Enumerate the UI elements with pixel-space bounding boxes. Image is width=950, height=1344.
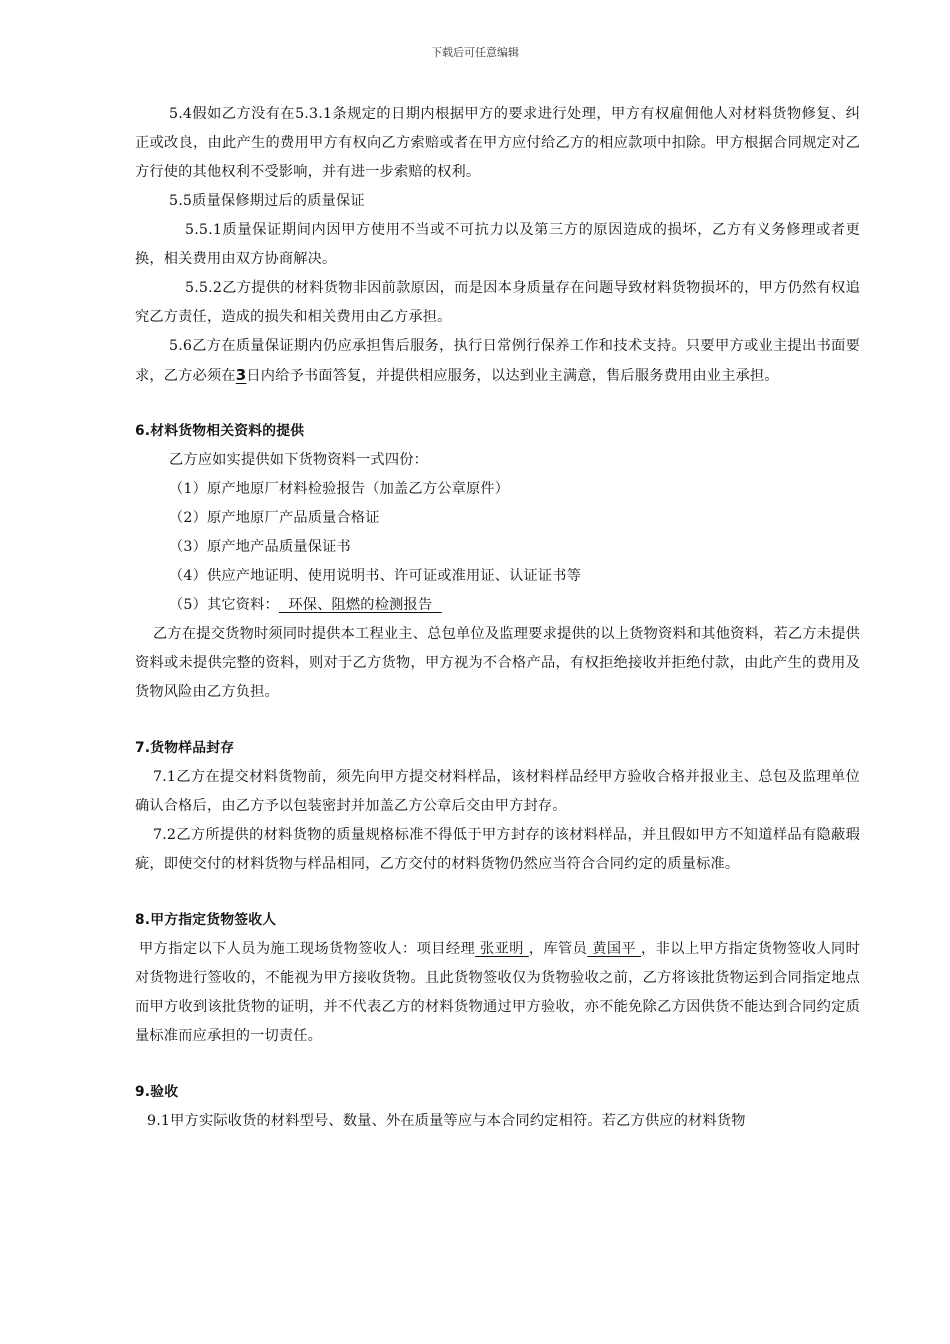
clause-5-4: 5.4假如乙方没有在5.3.1条规定的日期内根据甲方的要求进行处理，甲方有权雇佣他人对材料货物修复、纠正或改良，由此产生的费用甲方有权向乙方索赔或者在甲方应付给乙方的相应款项中扣除。甲方根据合同规定对乙方行使的其他权利不受影响，并有进一步索赔的权利。: [135, 106, 860, 180]
section-8-text-b: ，库管员: [528, 941, 588, 957]
clause-7-1: 7.1乙方在提交材料货物前，须先向甲方提交材料样品，该材料样品经甲方验收合格并报业主、总包及监理单位确认合格后，由乙方予以包装密封并加盖乙方公章后交由甲方封存。: [135, 769, 860, 814]
section-6-closing: 乙方在提交货物时须同时提供本工程业主、总包单位及监理要求提供的以上货物资料和其他资料，若乙方未提供资料或未提供完整的资料，则对于乙方货物，甲方视为不合格产品，有权拒绝接收并拒绝付款，由此产生的费用及货物风险由乙方负担。: [135, 626, 860, 700]
clause-5-5: 5.5质量保修期过后的质量保证: [169, 193, 365, 209]
document-item: （3）原产地产品质量保证书: [169, 539, 351, 555]
warehouse-keeper-name: 黄国平: [587, 941, 641, 957]
clause-5-6-text-b: 日内给予书面答复，并提供相应服务，以达到业主满意，售后服务费用由业主承担。: [246, 368, 779, 384]
section-6-title: 6.材料货物相关资料的提供: [135, 423, 305, 439]
document-item-other: [135, 591, 860, 620]
section-8-text-c: ，非以上甲方指定货物签收人同时对货物进行签收的，不能视为甲方接收货物。且此货物签收仅为货物验收之前，乙方将该批货物运到合同指定地点而甲方收到该批货物的证明，并不代表乙方的材料货物通过甲方验收，亦不能免除乙方因供货不能达到合同约定质量标准而应承担的一切责任。: [135, 941, 860, 1044]
clause-5-5-1: 5.5.1质量保证期间内因甲方使用不当或不可抗力以及第三方的原因造成的损坏，乙方有义务修理或者更换，相关费用由双方协商解决。: [135, 222, 860, 267]
document-item: （2）原产地原厂产品质量合格证: [169, 510, 380, 526]
response-days: 3: [235, 366, 247, 384]
clause-5-6: [135, 332, 860, 391]
project-manager-name: 张亚明: [475, 941, 529, 957]
section-8-body: [135, 935, 860, 1051]
document-item: （1）原产地原厂材料检验报告（加盖乙方公章原件）: [169, 481, 510, 497]
section-8-text-a: 甲方指定以下人员为施工现场货物签收人：项目经理: [139, 941, 476, 957]
document-body: [135, 100, 860, 1136]
other-docs-label: （5）其它资料：: [169, 597, 279, 613]
page-header: 下载后可任意编辑: [431, 46, 519, 59]
other-docs-value: 环保、阻燃的检测报告: [278, 597, 442, 613]
section-7-title: 7.货物样品封存: [135, 740, 235, 756]
section-8-title: 8.甲方指定货物签收人: [135, 912, 277, 928]
document-item: （4）供应产地证明、使用说明书、许可证或准用证、认证证书等: [169, 568, 582, 584]
clause-5-5-2: 5.5.2乙方提供的材料货物非因前款原因，而是因本身质量存在问题导致材料货物损坏的，甲方仍然有权追究乙方责任，造成的损失和相关费用由乙方承担。: [135, 280, 860, 325]
section-9-title: 9.验收: [135, 1084, 179, 1100]
clause-5-6-text-a: 5.6乙方在质量保证期内仍应承担售后服务，执行日常例行保养工作和技术支持。只要甲方或业主提出书面要求，乙方必须在: [135, 338, 860, 384]
clause-7-2: 7.2乙方所提供的材料货物的质量规格标准不得低于甲方封存的该材料样品，并且假如甲方不知道样品有隐蔽瑕疵，即使交付的材料货物与样品相同，乙方交付的材料货物仍然应当符合合同约定的质量标准。: [135, 827, 860, 872]
clause-9-1: 9.1甲方实际收货的材料型号、数量、外在质量等应与本合同约定相符。若乙方供应的材料货物: [147, 1113, 746, 1129]
section-6-intro: 乙方应如实提供如下货物资料一式四份：: [169, 452, 428, 468]
